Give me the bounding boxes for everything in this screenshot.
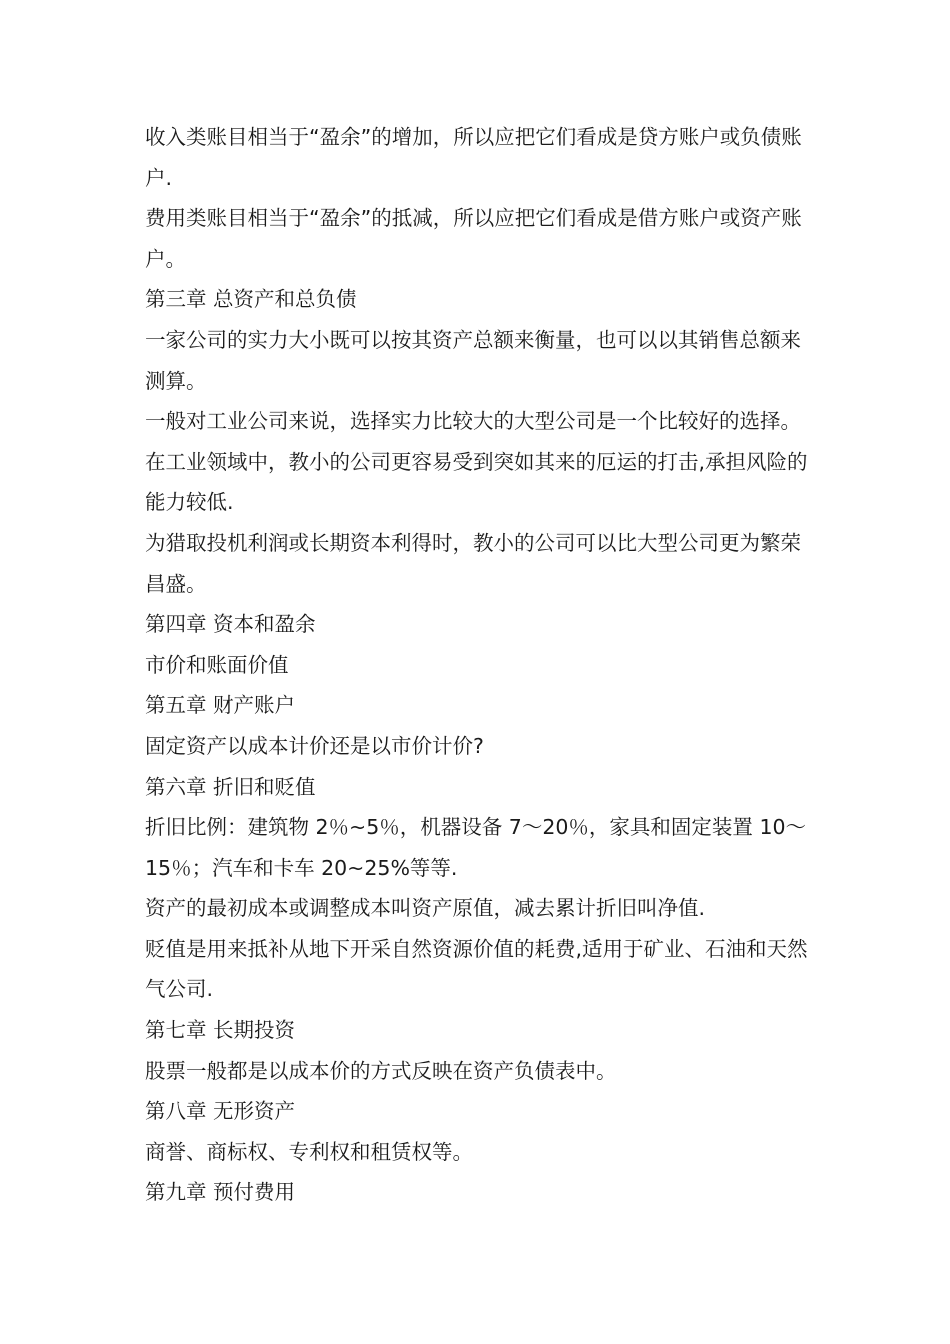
paragraph-market-book-value: 市价和账面价值	[145, 652, 289, 677]
chapter-5-heading: 第五章 财产账户	[145, 693, 296, 718]
paragraph-original-net-value: 资产的最初成本或调整成本叫资产原值，减去累计折旧叫净值.	[145, 896, 706, 921]
paragraph-depletion: 贬值是用来抵补从地下开采自然资源价值的耗费,适用于矿业、石油和天然气公司.	[145, 936, 808, 1002]
chapter-7-heading: 第七章 长期投资	[145, 1018, 296, 1043]
chapter-9-heading: 第九章 预付费用	[145, 1180, 296, 1205]
paragraph-stock-cost: 股票一般都是以成本价的方式反映在资产负债表中。	[145, 1058, 617, 1083]
chapter-4-heading: 第四章 资本和盈余	[145, 612, 316, 637]
document-body	[145, 117, 817, 1213]
chapter-6-heading: 第六章 折旧和贬值	[145, 774, 316, 799]
paragraph-fixed-assets: 固定资产以成本计价还是以市价计价?	[145, 733, 484, 758]
chapter-8-heading: 第八章 无形资产	[145, 1099, 296, 1124]
paragraph-expense-accounts: 费用类账目相当于“盈余”的抵减，所以应把它们看成是借方账户或资产账户。	[145, 206, 802, 271]
paragraph-intangible-examples: 商誉、商标权、专利权和租赁权等。	[145, 1139, 473, 1164]
chapter-3-heading: 第三章 总资产和总负债	[145, 287, 357, 312]
paragraph-depreciation-rates: 折旧比例：建筑物 2％~5％，机器设备 7～20％，家具和固定装置 10～15％；汽车和卡车 20~25%等等.	[145, 815, 807, 880]
paragraph-revenue-accounts: 收入类账目相当于“盈余”的增加，所以应把它们看成是贷方账户或负债账户.	[145, 125, 802, 190]
paragraph-industrial-companies: 一般对工业公司来说，选择实力比较大的大型公司是一个比较好的选择。在工业领域中，教小的公司更容易受到突如其来的厄运的打击,承担风险的能力较低.	[145, 409, 808, 515]
paragraph-speculative-profit: 为猎取投机利润或长期资本利得时，教小的公司可以比大型公司更为繁荣昌盛。	[145, 530, 801, 596]
paragraph-company-strength: 一家公司的实力大小既可以按其资产总额来衡量，也可以以其销售总额来测算。	[145, 327, 801, 393]
